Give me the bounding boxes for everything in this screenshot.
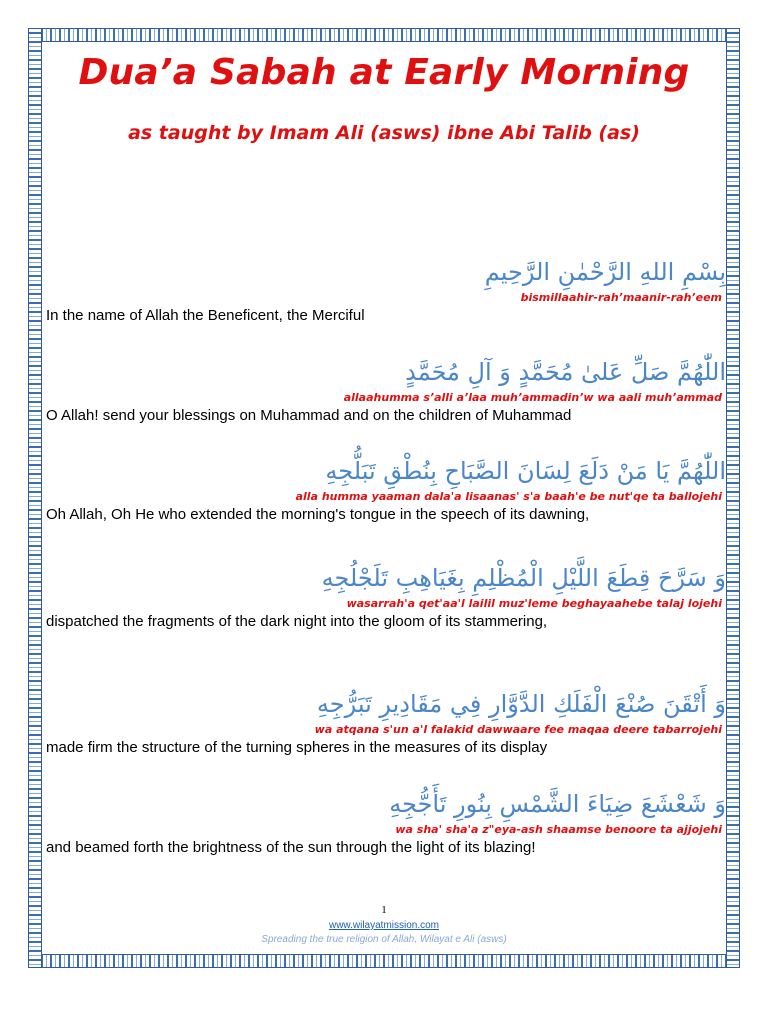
verse-arabic: وَ شَعْشَعَ ضِيَاءَ الشَّمْسِ بِنُورِ تَأَجُّجِهِ bbox=[389, 790, 726, 818]
verse-english: In the name of Allah the Beneficent, the Merciful bbox=[46, 307, 365, 324]
verse-block-1 bbox=[46, 256, 726, 326]
verse-block-6 bbox=[46, 788, 726, 858]
verse-english: dispatched the fragments of the dark night into the gloom of its stammering, bbox=[46, 613, 548, 630]
website-link[interactable]: www.wilayatmission.com bbox=[328, 920, 440, 931]
verse-english: and beamed forth the brightness of the sun through the light of its blazing! bbox=[46, 839, 536, 856]
verse-arabic: بِسْمِ اللهِ الرَّحْمٰنِ الرَّحِيمِ bbox=[484, 258, 726, 286]
page-border-right bbox=[726, 28, 740, 968]
verse-transliteration: wa atqana s'un a'l falakid dawwaare fee maqaa deere tabarrojehi bbox=[314, 723, 722, 736]
verse-transliteration: wa sha' sha'a z"eya-ash shaamse benoore ta ajjojehi bbox=[395, 823, 722, 836]
verse-english: O Allah! send your blessings on Muhammad and on the children of Muhammad bbox=[46, 407, 572, 424]
verse-arabic: اللّٰهُمَّ يَا مَنْ دَلَعَ لِسَانَ الصَّبَاحِ بِنُطْقِ تَبَلُّجِهِ bbox=[325, 457, 726, 485]
verse-transliteration: alla humma yaaman dala'a lisaanas' s'a baah'e be nut'qe ta ballojehi bbox=[295, 490, 722, 503]
verse-transliteration: bismillaahir-rah’maanir-rah’eem bbox=[520, 291, 722, 304]
verse-transliteration: allaahumma s’alli a’laa muh’ammadin’w wa aali muh’ammad bbox=[343, 391, 722, 404]
verse-block-2 bbox=[46, 356, 726, 426]
verse-block-3 bbox=[46, 455, 726, 525]
verse-arabic: اللّٰهُمَّ صَلِّ عَلىٰ مُحَمَّدٍ وَ آلِ مُحَمَّدٍ bbox=[405, 358, 726, 386]
verse-block-4 bbox=[46, 562, 726, 632]
verse-arabic: وَ أَتْقَنَ صُنْعَ الْفَلَكِ الدَّوَّارِ فِي مَقَادِيرِ تَبَرُّجِهِ bbox=[316, 690, 726, 718]
verse-block-5 bbox=[46, 688, 726, 758]
verse-arabic: وَ سَرَّحَ قِطَعَ اللَّيْلِ الْمُظْلِمِ بِغَيَاهِبِ تَلَجْلُجِهِ bbox=[321, 564, 726, 592]
document-title: Dua’a Sabah at Early Morning bbox=[78, 52, 690, 93]
page-border-left bbox=[28, 28, 42, 968]
verse-english: Oh Allah, Oh He who extended the morning's tongue in the speech of its dawning, bbox=[46, 506, 590, 523]
document-subtitle: as taught by Imam Ali (asws) ibne Abi Talib (as) bbox=[128, 122, 640, 144]
verse-transliteration: wasarrah'a qet'aa'l lailil muz'leme beghayaahebe talaj lojehi bbox=[346, 597, 722, 610]
page-number: 1 bbox=[381, 904, 387, 916]
page-border-top bbox=[28, 28, 740, 42]
footer-tagline: Spreading the true religion of Allah, Wilayat e Ali (asws) bbox=[261, 934, 507, 945]
page-border-bottom bbox=[28, 954, 740, 968]
verse-english: made firm the structure of the turning spheres in the measures of its display bbox=[46, 739, 548, 756]
